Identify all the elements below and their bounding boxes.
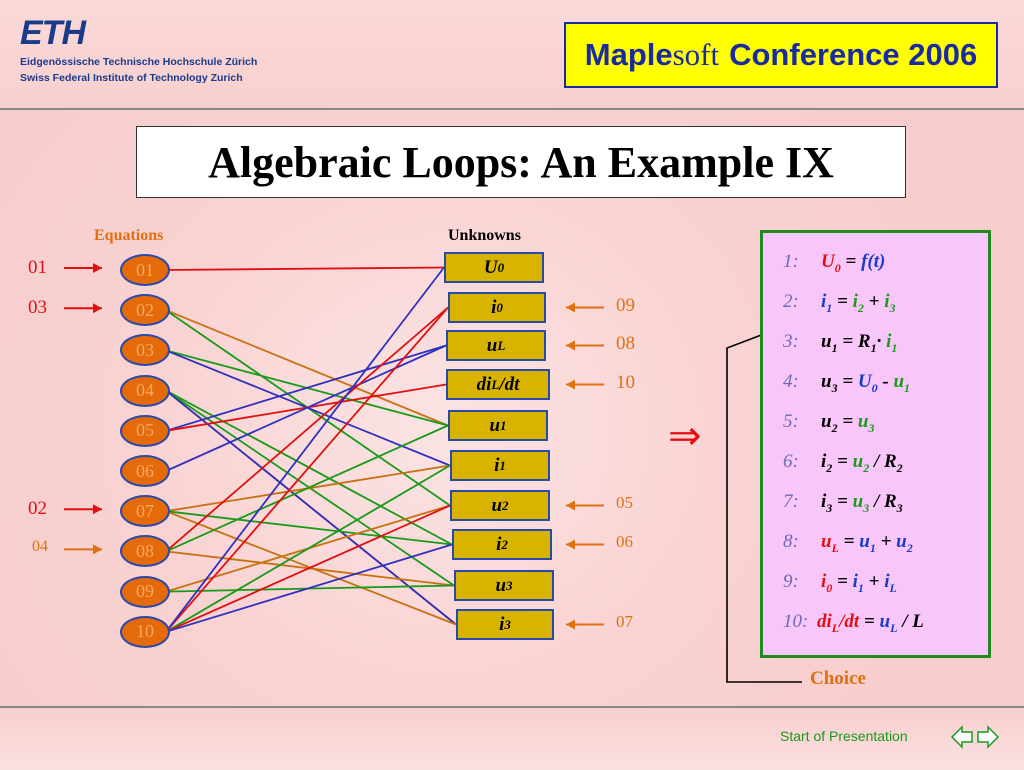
right-marker-07: 07 xyxy=(616,611,633,631)
panel-equation-9: $9:i_0 = i_1 + i_L$ xyxy=(783,571,897,595)
left-marker-02: 02 xyxy=(28,498,47,520)
navigation-arrows-icon[interactable] xyxy=(950,722,1000,752)
edge-eq08-unk4 xyxy=(166,426,448,552)
unknown-box-3: di L /dt xyxy=(446,369,550,400)
edge-eq10-unk6 xyxy=(166,506,450,632)
panel-equation-4: $4:u_3 = U_0 - u_1$ xyxy=(783,371,911,395)
unknown-box-1: i 0 xyxy=(448,292,546,323)
conf-rest: Conference 2006 xyxy=(729,37,978,72)
panel-equation-1: $1:U_0 = f(t)$ xyxy=(783,251,886,275)
equation-node-08: 08 xyxy=(120,535,170,567)
choice-label: Choice xyxy=(810,668,866,689)
panel-equation-2: $2:i_1 = i_2 + i_3$ xyxy=(783,291,896,315)
equations-panel xyxy=(760,230,991,658)
equation-node-03: 03 xyxy=(120,334,170,366)
eth-name-english: Swiss Federal Institute of Technology Zurich xyxy=(20,72,243,84)
equation-node-07: 07 xyxy=(120,495,170,527)
equation-node-09: 09 xyxy=(120,576,170,608)
edge-eq10-unk5 xyxy=(166,466,450,632)
equations-header: Equations xyxy=(94,227,164,244)
implies-arrow: ⇒ xyxy=(668,413,702,458)
equation-node-10: 10 xyxy=(120,616,170,648)
equation-node-01: 01 xyxy=(120,254,170,286)
panel-equation-5: $5:u_2 = u_3$ xyxy=(783,411,875,435)
panel-equation-7: $7:i_3 = u_3 / R_3$ xyxy=(783,491,903,515)
slide-title: Algebraic Loops: An Example IX xyxy=(136,126,906,198)
right-marker-arrow-06-head xyxy=(566,540,575,550)
left-marker-arrow-04-head xyxy=(93,544,102,554)
right-marker-10: 10 xyxy=(616,371,635,393)
unknown-box-0: U 0 xyxy=(444,252,544,283)
unknown-box-7: i 2 xyxy=(452,529,552,560)
unknown-box-8: u 3 xyxy=(454,570,554,601)
panel-equation-8: $8:u_L = u_1 + u_2$ xyxy=(783,531,913,555)
equation-node-05: 05 xyxy=(120,415,170,447)
eth-name-german: Eidgenössische Technische Hochschule Zürich xyxy=(20,56,258,68)
edge-eq08-unk1 xyxy=(166,308,448,552)
unknown-box-4: u 1 xyxy=(448,410,548,441)
unknown-box-2: u L xyxy=(446,330,546,361)
left-marker-arrow-01-head xyxy=(93,263,102,273)
equation-node-04: 04 xyxy=(120,375,170,407)
right-marker-arrow-10-head xyxy=(566,380,575,390)
left-marker-arrow-03-head xyxy=(93,303,102,313)
right-marker-arrow-08-head xyxy=(566,341,575,351)
equation-node-02: 02 xyxy=(120,294,170,326)
left-marker-01: 01 xyxy=(28,257,47,278)
unknowns-header: Unknowns xyxy=(448,227,521,244)
right-marker-08: 08 xyxy=(616,332,635,354)
left-marker-arrow-02-head xyxy=(93,504,102,514)
edge-eq01-unk0 xyxy=(166,268,444,271)
right-marker-arrow-09-head xyxy=(566,303,575,313)
right-marker-06: 06 xyxy=(616,531,633,551)
unknown-box-5: i 1 xyxy=(450,450,550,481)
panel-equation-6: $6:i_2 = u_2 / R_2$ xyxy=(783,451,903,475)
right-marker-arrow-07-head xyxy=(566,620,575,630)
unknown-box-6: u 2 xyxy=(450,490,550,521)
edge-eq10-unk0 xyxy=(166,268,444,632)
left-marker-04: 04 xyxy=(32,538,48,556)
edge-eq10-unk7 xyxy=(166,545,452,632)
right-marker-arrow-05-head xyxy=(566,501,575,511)
unknown-box-9: i 3 xyxy=(456,609,554,640)
panel-equation-3: $3:u_1 = R_1\cdot i_1$ xyxy=(783,331,898,355)
conf-soft: soft xyxy=(672,37,720,72)
right-marker-05: 05 xyxy=(616,492,633,512)
panel-equation-10: $10:di_L/dt = u_L / L$ xyxy=(783,611,924,635)
eth-logo: ETH xyxy=(20,14,85,52)
conf-maple: Maple xyxy=(584,37,673,72)
left-marker-03: 03 xyxy=(28,297,47,319)
equation-node-06: 06 xyxy=(120,455,170,487)
start-of-presentation-link[interactable]: Start of Presentation xyxy=(780,728,908,744)
right-marker-09: 09 xyxy=(616,294,635,316)
